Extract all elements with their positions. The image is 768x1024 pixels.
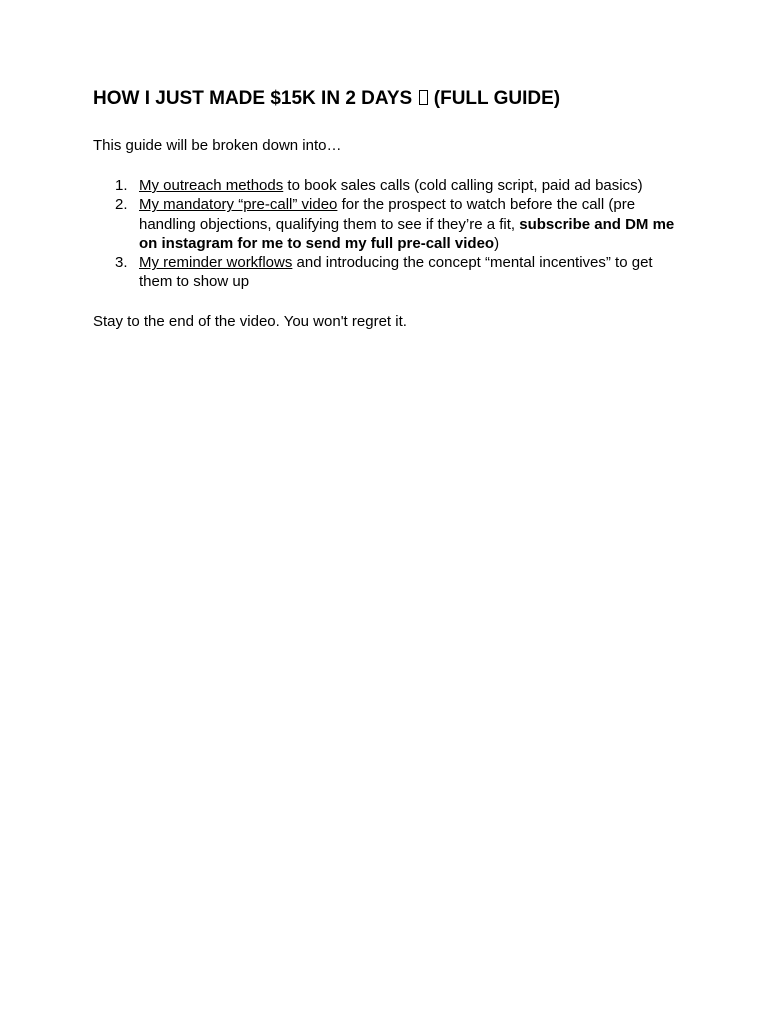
- list-item-text: for the prospect to watch before the call (pre handling objections, qualifying them to see if they’re a fit,: [139, 196, 636, 233]
- reminder-workflows-link[interactable]: My reminder workflows: [139, 254, 293, 272]
- guide-steps-list: [93, 176, 683, 292]
- list-item-number: 2.: [115, 196, 128, 214]
- list-item-text-end: ): [494, 234, 500, 252]
- list-item: [93, 195, 683, 253]
- list-item: [93, 176, 683, 195]
- list-item: [93, 253, 683, 292]
- list-item-number: 1.: [115, 177, 128, 194]
- intro-paragraph: This guide will be broken down into…: [93, 137, 342, 154]
- list-item-number: 3.: [115, 254, 128, 272]
- list-item-text: and introducing the concept “mental incentives” to get them to show up: [139, 254, 653, 291]
- outreach-methods-link[interactable]: My outreach methods: [139, 177, 284, 194]
- list-item-bold-text: subscribe and DM me on instagram for me to send my full pre-call video: [139, 215, 675, 252]
- document-title: [93, 86, 683, 112]
- document-body: [93, 86, 683, 331]
- missing-glyph-icon: [419, 90, 428, 105]
- list-item-text: to book sales calls (cold calling script, paid ad basics): [283, 177, 643, 194]
- title-text: HOW I JUST MADE $15K IN 2 DAYS: [93, 88, 413, 109]
- pre-call-video-link[interactable]: My mandatory “pre-call” video: [139, 196, 338, 214]
- title-suffix: (FULL GUIDE): [433, 88, 561, 109]
- closing-paragraph: Stay to the end of the video. You won't regret it.: [93, 312, 407, 330]
